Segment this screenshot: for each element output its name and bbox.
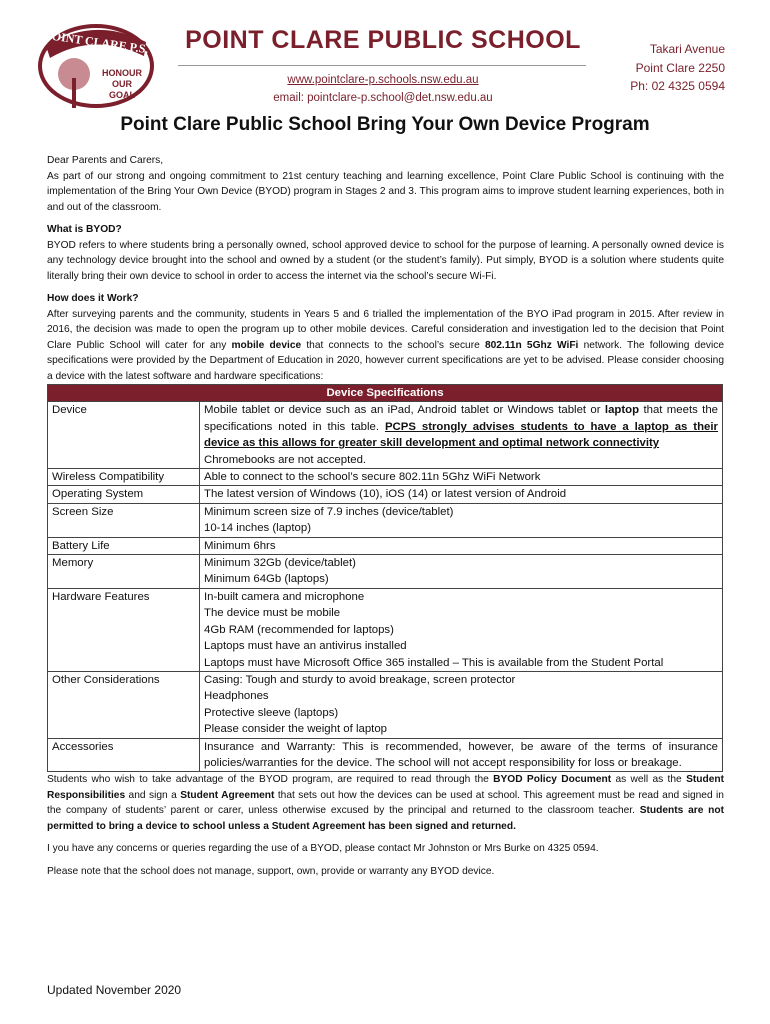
row-label: Wireless Compatibility [48, 469, 200, 486]
address-suburb: Point Clare 2250 [635, 60, 725, 75]
table-row [48, 555, 723, 589]
row-label: Memory [48, 555, 200, 589]
disclaimer-paragraph: Please note that the school does not manage, support, own, provide or warranty any BYOD device. [47, 865, 495, 877]
row-value-line: Laptops must have an antivirus installed [204, 640, 407, 653]
chromebook-note: Chromebooks are not accepted. [204, 453, 367, 466]
how-heading: How does it Work? [47, 293, 139, 304]
row-value-line: Insurance and Warranty: This is recommended, however, be aware of the terms of insurance policies/warranties for the device. The school will not accept responsibility for loss or breakage. [204, 740, 718, 769]
school-name: POINT CLARE PUBLIC SCHOOL [185, 26, 581, 54]
device-specifications-table [47, 384, 723, 772]
crest-banner-text: POINT CLARE P.S. [43, 27, 150, 57]
row-value-line: Minimum screen size of 7.9 inches (device/tablet) [204, 505, 454, 518]
table-row [48, 469, 723, 486]
address-phone: Ph: 02 4325 0594 [630, 79, 725, 93]
table-row [48, 486, 723, 503]
row-label: Other Considerations [48, 671, 200, 738]
address-street: Takari Avenue [649, 42, 725, 56]
row-value-line: Minimum 32Gb (device/tablet) [204, 557, 356, 570]
document-title: Point Clare Public School Bring Your Own Device Program [120, 114, 650, 135]
row-value [200, 588, 723, 671]
what-heading: What is BYOD? [47, 224, 122, 235]
school-address [630, 40, 725, 96]
agreement-paragraph: Students who wish to take advantage of the BYOD program, are required to read through the BYOD Policy Document as well as the Student Responsibilities and sign a Student Agreement that sets out how the devices can be used at school. This agreement must be read and signed in the company of students’ parent or carer, unless otherwise excused by the principal and returned to the classroom teacher. Students are not permitted to bring a device to school unless a Student Agreement has been signed and returned. [47, 774, 724, 832]
row-value [200, 555, 723, 589]
row-label: Screen Size [48, 503, 200, 537]
school-website-link[interactable]: www.pointclare-p.schools.nsw.edu.au [287, 74, 479, 86]
row-label: Battery Life [48, 537, 200, 554]
table-row [48, 671, 723, 738]
school-crest-logo [34, 16, 162, 120]
table-row [48, 738, 723, 772]
row-value-line: The latest version of Windows (10), iOS (14) or latest version of Android [204, 488, 567, 501]
svg-text:GOAL: GOAL [109, 90, 135, 100]
row-value [200, 537, 723, 554]
svg-text:HONOUR: HONOUR [102, 68, 142, 78]
table-row [48, 402, 723, 469]
document-body [47, 153, 724, 879]
table-row [48, 588, 723, 671]
row-value-line: Protective sleeve (laptops) [204, 706, 339, 719]
contact-paragraph: I you have any concerns or queries regarding the use of a BYOD, please contact Mr Johnston or Mrs Burke on 4325 0594. [47, 843, 599, 855]
row-label: Hardware Features [48, 588, 200, 671]
table-row [48, 503, 723, 537]
row-value [200, 503, 723, 537]
table-header: Device Specifications [48, 385, 723, 402]
row-value-line: The device must be mobile [204, 607, 341, 620]
row-value-line: Laptops must have Microsoft Office 365 installed – This is available from the Student Portal [204, 656, 664, 669]
row-value-line: Please consider the weight of laptop [204, 723, 388, 736]
row-label: Device [48, 402, 200, 469]
row-value-line: Minimum 6hrs [204, 539, 276, 552]
row-value-line: 4Gb RAM (recommended for laptops) [204, 623, 394, 636]
school-email[interactable]: email: pointclare-p.school@det.nsw.edu.au [273, 92, 493, 104]
row-label: Accessories [48, 738, 200, 772]
row-value-line: 10-14 inches (laptop) [204, 522, 312, 535]
intro-paragraph: As part of our strong and ongoing commitment to 21st century teaching and learning excellence, Point Clare Public School is continuing with the implementation of the Bring Your Own Device (BYOD) program in Stages 2 and 3. This program aims to improve student learning experiences, both in and out of the classroom. [47, 170, 724, 213]
salutation: Dear Parents and Carers, [47, 155, 164, 166]
advice-text: PCPS strongly advises students to have a laptop as their device as this allows for greater skill development and optimal network connectivity [204, 420, 718, 450]
row-value [200, 738, 723, 772]
row-value: Mobile tablet or device such as an iPad, Android tablet or Windows tablet or laptop that meets the specifications noted in this table. PCPS strongly advises students to have a laptop as their device as this allows for greater skill development and optimal network connectivity Chromebooks are not accepted. [200, 402, 723, 469]
header-divider [178, 65, 586, 66]
updated-date: Updated November 2020 [47, 983, 182, 997]
what-paragraph: BYOD refers to where students bring a personally owned, school approved device to school for the purpose of learning. A personally owned device is any technology device brought into the school and owned by a student (or the student’s family). Put simply, BYOD is a solution where students quite literally bring their own device to school in order to access the internet via the school’s secure Wi-Fi. [47, 239, 724, 282]
row-value [200, 486, 723, 503]
row-value-line: Able to connect to the school’s secure 802.11n 5Ghz WiFi Network [204, 471, 541, 484]
row-value-line: Minimum 64Gb (laptops) [204, 573, 329, 586]
how-paragraph: After surveying parents and the community, students in Years 5 and 6 trialled the implementation of the BYO iPad program in 2015. After review in 2016, the decision was made to open the program up to other mobile devices. Careful consideration and investigation led to the decision that Point Clare Public School will cater for any mobile device that connects to the school’s secure 802.11n 5Ghz WiFi network. The following device specifications were provided by the Department of Education in 2020, however current specifications are yet to be advised. Please consider choosing a device with the latest software and hardware specifications: [47, 308, 725, 382]
row-value-line: In-built camera and microphone [204, 590, 365, 603]
row-label: Operating System [48, 486, 200, 503]
table-row [48, 537, 723, 554]
row-value-line: Casing: Tough and sturdy to avoid breakage, screen protector [204, 673, 516, 686]
svg-text:OUR: OUR [112, 79, 132, 89]
row-value-line: Headphones [204, 690, 269, 703]
row-value [200, 671, 723, 738]
row-value [200, 469, 723, 486]
